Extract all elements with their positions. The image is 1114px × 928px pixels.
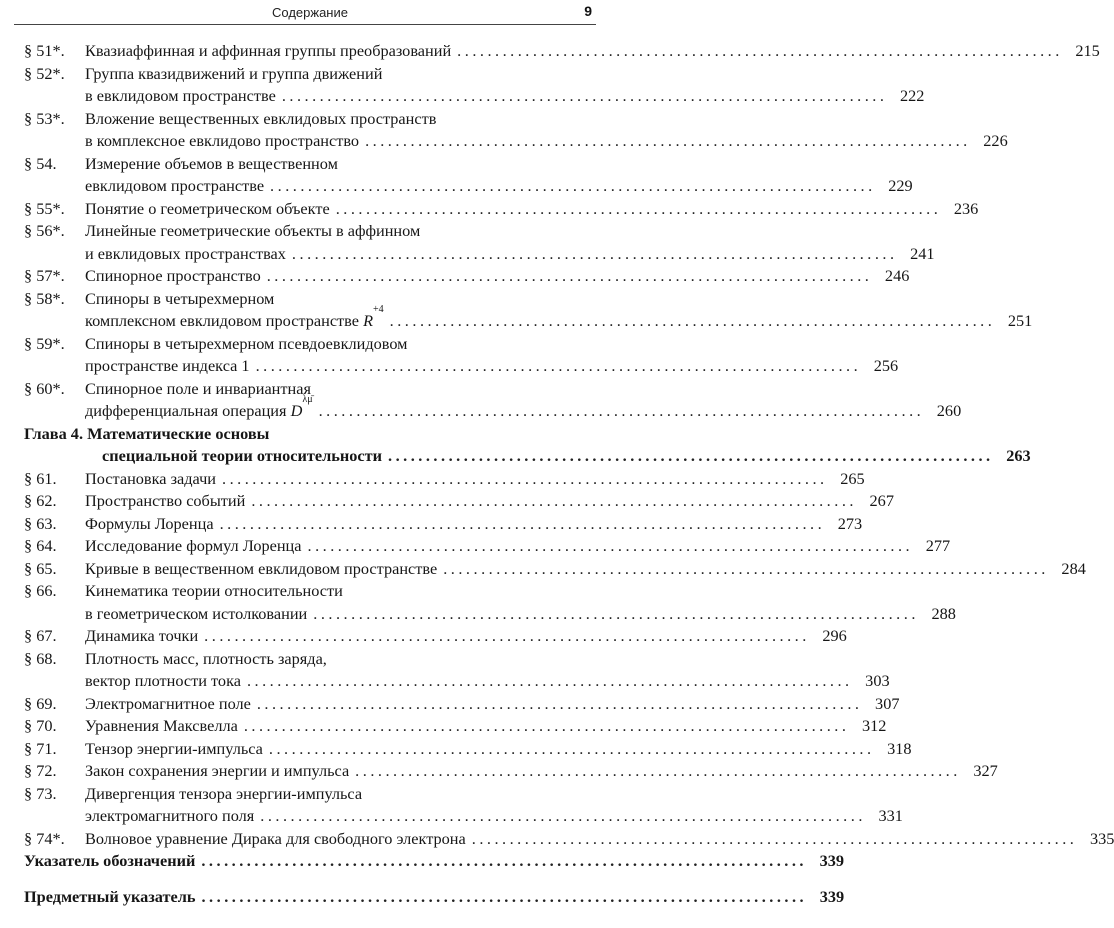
toc-entry[interactable] [24, 648, 890, 693]
section-title: Квазиаффинная и аффинная группы преобразований [85, 41, 452, 60]
section-body [85, 535, 951, 558]
section-body [85, 648, 890, 693]
section-number: § 53*. [24, 108, 65, 128]
toc-entry[interactable] [24, 378, 962, 423]
notation-index-entry[interactable] [24, 850, 844, 873]
section-title-line [85, 198, 979, 221]
section-title-line [85, 603, 956, 626]
page-number: 288 [931, 603, 956, 623]
section-title-line [85, 715, 887, 738]
table-of-contents [24, 40, 1114, 908]
section-number: § 52*. [24, 63, 65, 83]
section-body [85, 198, 979, 221]
leader-dots: ................................................................................ [389, 311, 996, 330]
section-title: Формулы Лоренца [85, 513, 214, 533]
section-title-line [85, 220, 596, 243]
section-body [85, 513, 863, 536]
toc-entry[interactable] [24, 198, 979, 221]
page-number: 251 [1007, 311, 1033, 330]
section-title: Волновое уравнение Дирака для свободного электрона [85, 828, 466, 848]
chapter-title: Глава 4. Математические основы [24, 423, 270, 443]
section-number: § 62. [24, 491, 57, 510]
page-number: 241 [910, 243, 935, 263]
section-body [85, 738, 912, 761]
leader-dots: ................................................................................ [313, 603, 919, 623]
section-title: Понятие о геометрическом объекте [85, 198, 330, 218]
section-title-line [85, 378, 596, 401]
section-title: Кривые в вещественном евклидовом пространстве [85, 558, 438, 578]
leader-dots: ................................................................................ [246, 671, 853, 690]
toc-entry[interactable] [24, 580, 956, 625]
subject-index-entry[interactable] [24, 886, 845, 909]
section-title-line [85, 648, 596, 671]
section-title: Группа квазидвижений и группа движений [85, 63, 383, 83]
section-body [85, 153, 913, 198]
section-title-line [85, 693, 900, 716]
math-superscript: + [373, 304, 379, 315]
toc-entry[interactable] [24, 693, 900, 716]
toc-entry[interactable] [24, 490, 894, 513]
section-number: § 59*. [24, 333, 65, 353]
running-title: Содержание [272, 5, 348, 20]
section-title: Исследование формул Лоренца [85, 536, 302, 555]
section-title-line [85, 760, 998, 783]
section-title: Спинорное поле и инвариантная [85, 378, 311, 398]
section-title-line [85, 265, 910, 288]
leader-dots: ................................................................................ [243, 716, 850, 735]
page-number: 277 [925, 536, 951, 555]
toc-entry[interactable] [24, 738, 912, 761]
page-number: 303 [865, 671, 890, 690]
leader-dots: ................................................................................ [251, 491, 857, 510]
section-title-line [85, 513, 863, 536]
section-title: в геометрическом истолковании [85, 603, 308, 623]
section-title: Динамика точки [85, 626, 199, 645]
header-rule [14, 24, 596, 25]
page-number: 260 [936, 401, 962, 420]
leader-dots: ................................................................................ [201, 886, 808, 906]
section-title: Вложение вещественных евклидовых пространств [85, 108, 437, 128]
section-title-line [85, 108, 596, 131]
leader-dots: ................................................................................ [204, 626, 810, 645]
page-number: 339 [819, 886, 845, 906]
section-title-line [85, 625, 847, 648]
page-number: 236 [953, 198, 979, 218]
section-title-line [85, 63, 596, 86]
section-title-line [85, 304, 1033, 333]
section-title-line [85, 468, 865, 491]
toc-entry[interactable] [24, 535, 951, 558]
toc-entry[interactable] [24, 265, 910, 288]
section-body [85, 580, 956, 625]
toc-entry[interactable] [24, 40, 1100, 63]
section-title: Спиноры в четырехмерном псевдоевклидовом [85, 333, 408, 353]
leader-dots: ................................................................................ [457, 41, 1063, 60]
section-title: вектор плотности тока [85, 671, 241, 690]
leader-dots: ................................................................................ [307, 536, 914, 555]
section-title: пространстве индекса 1 [85, 356, 250, 375]
section-title: Электромагнитное поле [85, 693, 251, 713]
section-title: Уравнения Максвелла [85, 716, 238, 735]
page-number: 318 [887, 738, 912, 758]
section-number: § 73. [24, 783, 57, 803]
section-number: § 71. [24, 738, 57, 758]
page-number: 307 [875, 693, 900, 713]
leader-dots: ................................................................................ [266, 266, 873, 285]
toc-entry[interactable] [24, 513, 863, 536]
section-body [85, 333, 899, 378]
section-title: евклидовом пространстве [85, 176, 265, 195]
section-number: § 51*. [24, 41, 65, 60]
math-superscript: λμ̄ [302, 394, 313, 405]
section-title: Дивергенция тензора энергии-импульса [85, 783, 363, 803]
section-number: § 60*. [24, 378, 65, 398]
leader-dots: ................................................................................ [222, 468, 828, 488]
section-body [85, 40, 1100, 63]
section-title-line [85, 40, 1100, 63]
math-symbol: R [363, 311, 374, 330]
toc-entry[interactable] [24, 63, 925, 108]
section-title-line [85, 535, 951, 558]
section-title-line [85, 670, 890, 693]
section-number: § 66. [24, 581, 57, 600]
page-number: 284 [1061, 558, 1086, 578]
section-title: Пространство событий [85, 491, 246, 510]
chapter-title-line [24, 423, 596, 446]
leader-dots: ................................................................................ [365, 131, 971, 150]
section-title: в евклидовом пространстве [85, 86, 276, 105]
leader-dots: ................................................................................ [260, 806, 866, 825]
leader-dots: ................................................................................ [318, 401, 925, 420]
section-number: § 63. [24, 513, 57, 533]
leader-dots: ................................................................................ [388, 446, 994, 465]
section-title-line [85, 738, 912, 761]
section-title-line [85, 355, 899, 378]
section-number: § 67. [24, 626, 57, 645]
page-number: 256 [873, 356, 899, 375]
leader-dots: ................................................................................ [219, 513, 826, 533]
toc-entry[interactable] [24, 625, 847, 648]
section-body [85, 625, 847, 648]
section-body [85, 265, 910, 288]
page-number: 327 [973, 761, 998, 780]
section-body [85, 63, 925, 108]
section-title-line [85, 490, 894, 513]
section-title: Постановка задачи [85, 468, 216, 488]
toc-entry[interactable] [24, 558, 1086, 581]
section-title: Закон сохранения энергии и импульса [85, 761, 350, 780]
section-title-line [85, 333, 596, 356]
page-number: 296 [822, 626, 847, 645]
section-title-line [85, 580, 596, 603]
section-title: и евклидовых пространствах [85, 243, 286, 263]
section-title-line [85, 394, 962, 423]
leader-dots: ................................................................................ [270, 176, 876, 195]
section-title-line [85, 130, 1008, 153]
section-number: § 70. [24, 716, 57, 735]
section-body [85, 490, 894, 513]
section-title-line [85, 153, 596, 176]
section-title-line [85, 288, 596, 311]
section-title-line [85, 828, 1114, 851]
page-number: 273 [837, 513, 863, 533]
section-title: Кинематика теории относительности [85, 581, 343, 600]
toc-entry[interactable] [24, 333, 899, 378]
section-number: § 64. [24, 536, 57, 555]
page-number: 263 [1006, 446, 1031, 465]
section-title-line [85, 85, 925, 108]
section-title: Измерение объемов в вещественном [85, 153, 338, 173]
section-title: в комплексное евклидово пространство [85, 131, 360, 150]
toc-entry[interactable] [24, 760, 998, 783]
section-number: § 57*. [24, 266, 65, 285]
chapter-heading[interactable] [24, 423, 1031, 468]
section-title: Тензор энергии-импульса [85, 738, 263, 758]
section-body [85, 828, 1114, 851]
section-body [85, 378, 962, 423]
toc-entry[interactable] [24, 220, 935, 265]
section-title: Спинорное пространство [85, 266, 261, 285]
section-body [85, 468, 865, 491]
page-number: 339 [819, 851, 844, 870]
page-number: 9 [584, 3, 592, 19]
section-title: Плотность масс, плотность заряда, [85, 648, 327, 668]
leader-dots: ................................................................................ [268, 738, 875, 758]
page-number: 222 [900, 86, 925, 105]
section-number: § 56*. [24, 221, 65, 240]
leader-dots: ................................................................................ [255, 356, 862, 375]
section-title: дифференциальная операция [85, 401, 287, 420]
toc-entry[interactable] [24, 153, 913, 198]
page-number: 226 [983, 131, 1008, 150]
toc-entry[interactable] [24, 468, 865, 491]
leader-dots: ................................................................................ [471, 828, 1078, 848]
page-number: 267 [869, 491, 894, 510]
section-number: § 55*. [24, 198, 65, 218]
leader-dots: ................................................................................ [281, 86, 888, 105]
spacer [24, 873, 596, 886]
section-body [85, 220, 935, 265]
leader-dots: ................................................................................ [291, 243, 898, 263]
math-symbol: D [290, 401, 303, 420]
page-header [0, 0, 604, 26]
section-body [85, 288, 1033, 333]
section-number: § 69. [24, 693, 57, 713]
section-title-line [85, 805, 903, 828]
section-title-line [85, 558, 1086, 581]
section-body [85, 783, 903, 828]
section-number: § 58*. [24, 288, 65, 308]
section-body [85, 558, 1086, 581]
section-body [85, 715, 887, 738]
section-title: комплексном евклидовом пространстве [85, 311, 359, 330]
page-number: 331 [878, 806, 903, 825]
chapter-title: специальной теории относительности [102, 446, 382, 465]
leader-dots: ................................................................................ [443, 558, 1049, 578]
page-number: 229 [888, 176, 913, 195]
leader-dots: ................................................................................ [335, 198, 942, 218]
section-body [85, 760, 998, 783]
section-number: § 54. [24, 153, 57, 173]
section-number: § 68. [24, 648, 57, 668]
section-number: § 61. [24, 468, 57, 488]
toc-entry[interactable] [24, 108, 1008, 153]
section-number: § 65. [24, 558, 57, 578]
page-number: 265 [840, 468, 865, 488]
chapter-title-line [24, 445, 1031, 468]
page-number: 335 [1089, 828, 1114, 848]
toc-entry[interactable] [24, 783, 903, 828]
toc-entry[interactable] [24, 288, 1033, 333]
section-title: Линейные геометрические объекты в аффинном [85, 221, 421, 240]
leader-dots: ................................................................................ [355, 761, 961, 780]
section-title: Спиноры в четырехмерном [85, 288, 275, 308]
section-title-line [85, 243, 935, 266]
section-number: § 74*. [24, 828, 65, 848]
page-number: 312 [862, 716, 887, 735]
leader-dots: ................................................................................ [201, 851, 807, 870]
page-number: 246 [884, 266, 910, 285]
math-subscript: 4 [378, 304, 384, 315]
index-title: Указатель обозначений [24, 851, 196, 870]
page-number: 215 [1075, 41, 1100, 60]
section-body [85, 693, 900, 716]
section-title-line [85, 783, 596, 806]
section-number: § 72. [24, 761, 57, 780]
toc-entry[interactable] [24, 828, 1114, 851]
section-body [85, 108, 1008, 153]
toc-entry[interactable] [24, 715, 887, 738]
section-title: электромагнитного поля [85, 806, 255, 825]
section-title-line [85, 175, 913, 198]
index-title: Предметный указатель [24, 886, 196, 906]
leader-dots: ................................................................................ [256, 693, 863, 713]
